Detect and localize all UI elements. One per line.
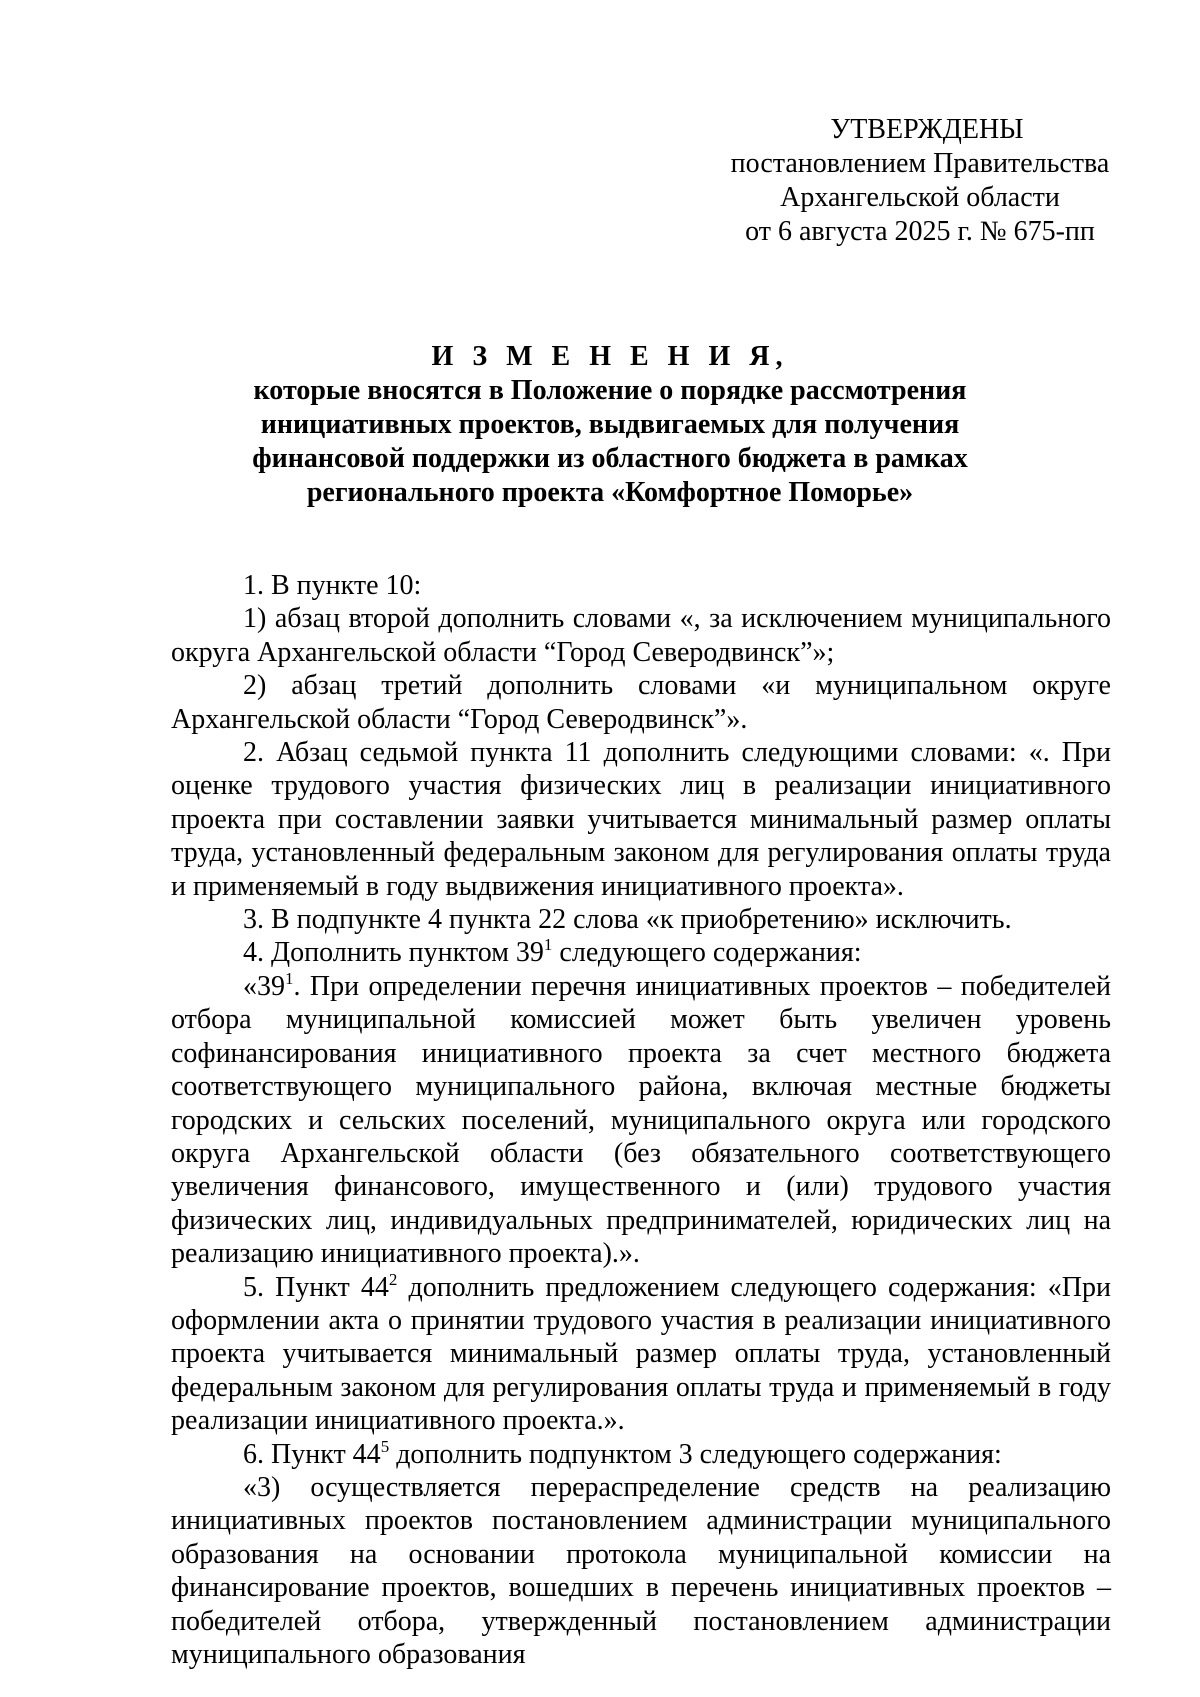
- superscript: 1: [285, 968, 294, 988]
- document-subtitle-line: регионального проекта «Комфортное Поморье»: [306, 477, 914, 508]
- paragraph-1-2: 2) абзац третий дополнить словами «и муниципальном округе Архангельской области “Город Северодвинск”».: [171, 670, 1111, 735]
- approval-line-3: от 6 августа 2025 г. № 675-пп: [745, 216, 1095, 247]
- approval-stamp: [730, 113, 1110, 249]
- paragraph-4-quote-text: . При определении перечня инициативных проектов – победителей отбора муниципальной комиссией может быть увеличен уровень софинансирования инициативного проекта за счет местного бюджета соответствующего муниципального района, включая местные бюджеты городских и сельских поселений, муниципального округа или городского округа Архангельской области (без обязательного соответствующего увеличения финансового, имущественного и (или) трудового участия физических лиц, индивидуальных предпринимателей, юридических лиц на реализацию инициативного проекта).».: [171, 970, 1111, 1270]
- paragraph-6-quote: «3) осуществляется перераспределение средств на реализацию инициативных проектов постановлением администрации муниципального образования на основании протокола муниципальной комиссии на финансирование проектов, вошедших в перечень инициативных проектов – победителей отбора, утвержденный постановлением администрации муниципального образования: [171, 1471, 1111, 1670]
- paragraph-1-1: 1) абзац второй дополнить словами «, за исключением муниципального округа Архангельской области “Город Северодвинск”»;: [171, 603, 1111, 668]
- document-subtitle-line: финансовой поддержки из областного бюджета в рамках: [252, 443, 968, 474]
- paragraph-6-prefix: 6. Пункт 44: [243, 1438, 381, 1470]
- approval-heading: УТВЕРЖДЕНЫ: [830, 114, 1024, 145]
- paragraph-4-quote: [171, 970, 1111, 1271]
- document-title: И З М Е Н Е Н И Я,: [431, 341, 789, 372]
- paragraph-5-text: дополнить предложением следующего содержания: «При оформлении акта о принятии трудового участия в реализации инициативного проекта учитывается минимальный размер оплаты труда, установленный федеральным законом для регулирования оплаты труда и применяемый в году реализации инициативного проекта.».: [171, 1271, 1111, 1437]
- superscript: 2: [388, 1269, 398, 1289]
- paragraph-4: [171, 936, 1111, 969]
- paragraph-6-suffix: дополнить подпунктом 3 следующего содержания:: [389, 1438, 1002, 1470]
- document-subtitle-line: инициативных проектов, выдвигаемых для получения: [260, 409, 960, 440]
- document-title-block: [170, 340, 1050, 510]
- paragraph-2: 2. Абзац седьмой пункта 11 дополнить следующими словами: «. При оценке трудового участия физических лиц в реализации инициативного проекта при составлении заявки учитывается минимальный размер оплаты труда, установленный федеральным законом для регулирования оплаты труда и применяемый в году выдвижения инициативного проекта».: [171, 737, 1111, 902]
- approval-line-1: постановлением Правительства: [730, 148, 1110, 179]
- paragraph-3: 3. В подпункте 4 пункта 22 слова «к приобретению» исключить.: [243, 904, 1012, 936]
- superscript: 1: [543, 935, 553, 955]
- paragraph-4-prefix: 4. Дополнить пунктом 39: [243, 937, 544, 969]
- paragraph-6: [171, 1438, 1111, 1471]
- superscript: 5: [380, 1436, 390, 1456]
- paragraph-5: [171, 1271, 1111, 1438]
- document-body: [171, 569, 1111, 1671]
- paragraph-4-suffix: следующего содержания:: [552, 937, 862, 969]
- paragraph-5-prefix: 5. Пункт 44: [243, 1271, 389, 1303]
- paragraph-4-quote-prefix: «39: [243, 970, 285, 1002]
- approval-line-2: Архангельской области: [780, 182, 1060, 213]
- document-subtitle-line: которые вносятся в Положение о порядке рассмотрения: [253, 375, 967, 406]
- paragraph-1: 1. В пункте 10:: [243, 570, 422, 601]
